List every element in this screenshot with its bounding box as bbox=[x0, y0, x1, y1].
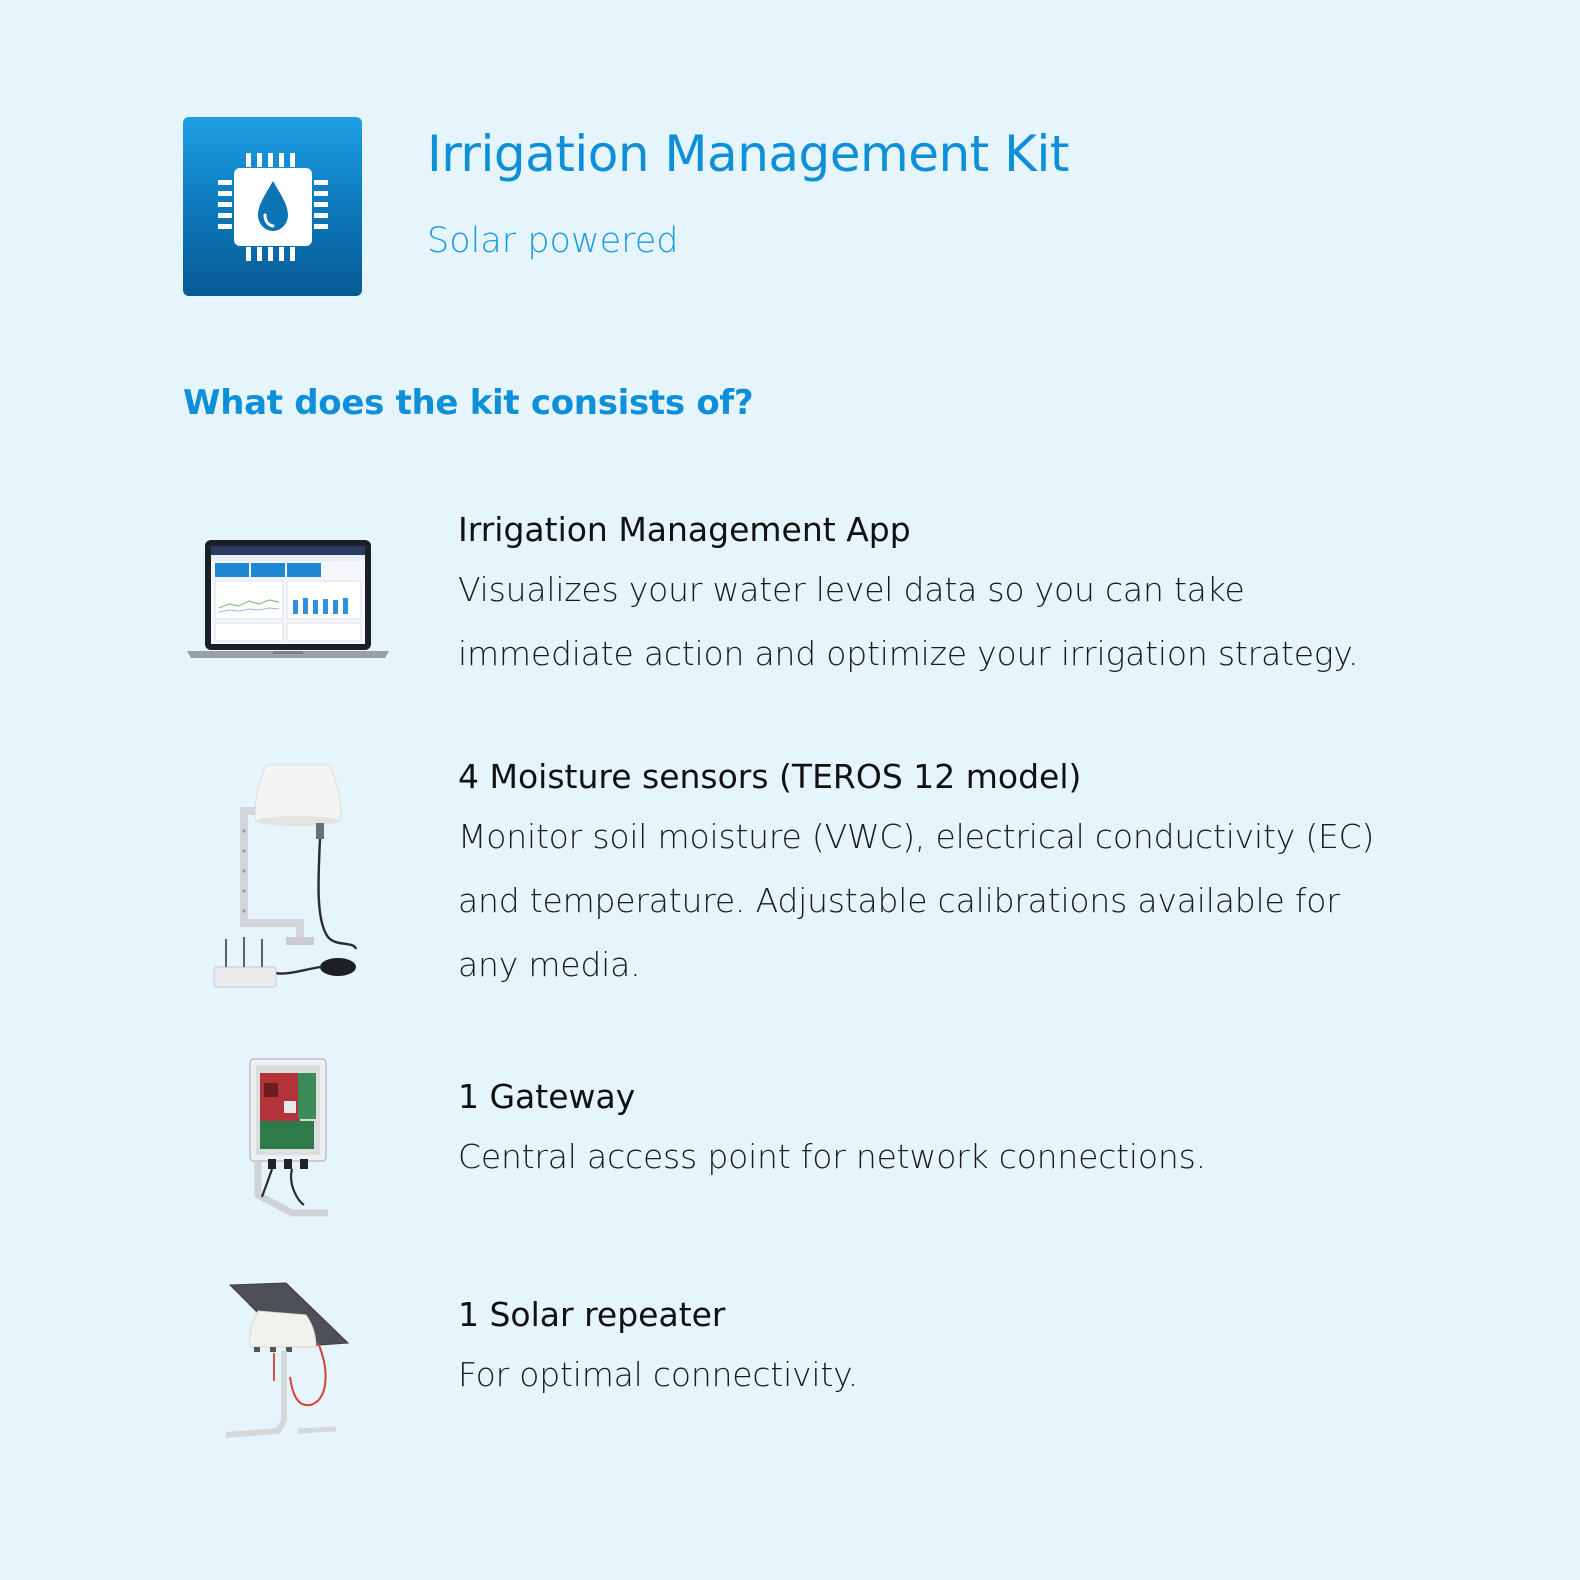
gateway-image bbox=[183, 1055, 393, 1219]
page-subtitle: Solar powered bbox=[427, 221, 679, 261]
item-title: 1 Gateway bbox=[458, 1077, 636, 1116]
kit-item-gateway-text bbox=[458, 1075, 1398, 1189]
item-description: Central access point for network connections. bbox=[458, 1137, 1206, 1176]
kit-item-app-text bbox=[458, 508, 1398, 686]
moisture-sensor-image bbox=[183, 761, 393, 991]
kit-header bbox=[183, 117, 1383, 297]
page-title: Irrigation Management Kit bbox=[427, 125, 1069, 183]
item-title: 1 Solar repeater bbox=[458, 1295, 726, 1334]
kit-item-moisture-sensors-text bbox=[458, 755, 1398, 997]
section-heading: What does the kit consists of? bbox=[183, 383, 754, 423]
kit-logo-tile bbox=[183, 117, 362, 296]
item-description: For optimal connectivity. bbox=[458, 1355, 858, 1394]
item-description: Visualizes your water level data so you can take immediate action and optimize your irrigation strategy. bbox=[458, 570, 1359, 673]
kit-item-solar-repeater-text bbox=[458, 1293, 1398, 1407]
item-title: 4 Moisture sensors (TEROS 12 model) bbox=[458, 757, 1082, 796]
item-title: Irrigation Management App bbox=[458, 510, 911, 549]
chip-water-drop-icon bbox=[213, 147, 333, 267]
item-description: Monitor soil moisture (VWC), electrical conductivity (EC) and temperature. Adjustable calibrations available for any media. bbox=[458, 817, 1375, 984]
solar-repeater-image bbox=[183, 1281, 393, 1441]
laptop-dashboard-image bbox=[183, 538, 393, 660]
